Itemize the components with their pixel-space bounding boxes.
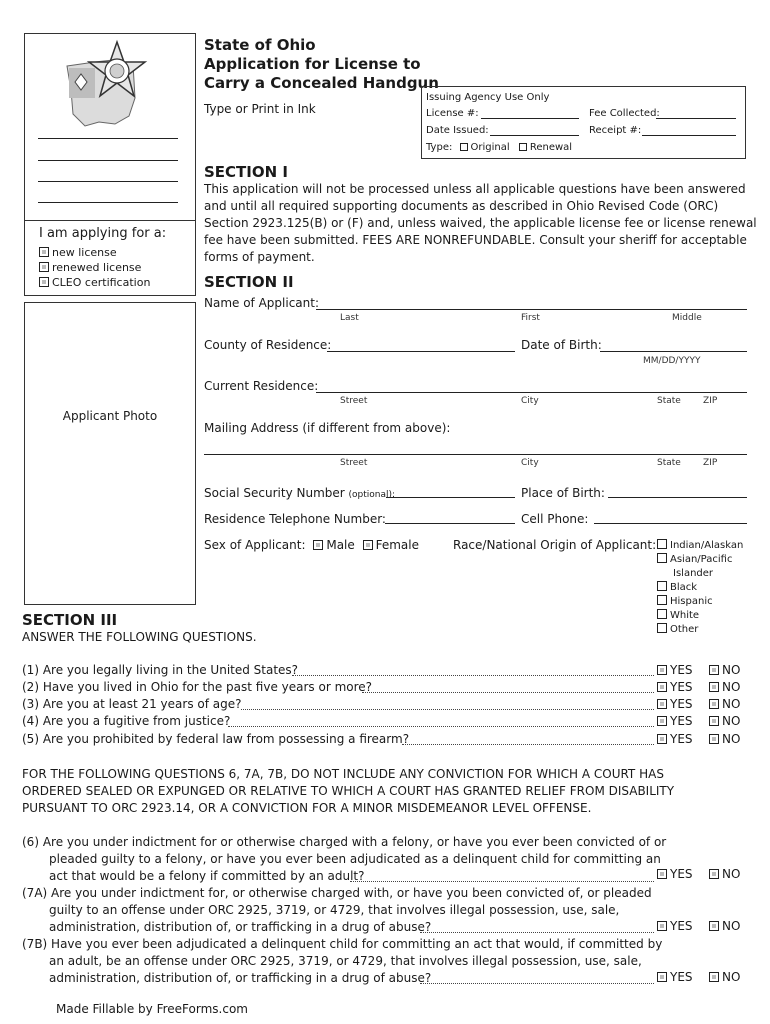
race-option-hispanic[interactable]: Hispanic [657,595,743,609]
name-middle-caption: Middle [672,313,702,323]
q4-yes-checkbox[interactable] [657,716,667,726]
question-7a-leader [420,932,654,933]
applying-divider [24,220,196,221]
phone-field[interactable] [385,523,515,524]
residence-street-caption: Street [340,396,368,406]
residence-state-caption: State [657,396,681,406]
race-option-asian[interactable]: Asian/Pacific [657,553,743,567]
question-2-answers: YES NO [657,680,693,694]
q6-yes-checkbox[interactable] [657,869,667,879]
q3-no-checkbox[interactable] [709,699,719,709]
section-3-heading: SECTION III [22,611,118,629]
type-row: Type: Original Renewal [426,142,573,153]
form-subtitle: Type or Print in Ink [204,102,316,116]
q7a-yes-checkbox[interactable] [657,921,667,931]
section-1-line-4: fee have been submitted. FEES ARE NONREFUNDABLE. Consult your sheriff for acceptable [204,233,747,247]
agency-heading: Issuing Agency Use Only [426,92,550,103]
cleo-certification-checkbox[interactable] [39,277,49,287]
ssn-field[interactable] [386,497,515,498]
q1-yes-checkbox[interactable] [657,665,667,675]
question-7b-leader [420,983,654,984]
question-1: (1) Are you legally living in the United States? [22,663,299,677]
date-issued-label: Date Issued: [426,125,489,136]
county-field[interactable] [327,351,515,352]
white-checkbox[interactable] [657,609,667,619]
question-7a-line-3: administration, distribution of, or trafficking in a drug of abuse? [49,920,432,934]
q7b-yes-checkbox[interactable] [657,972,667,982]
receipt-label: Receipt #: [589,125,642,136]
question-5-leader [402,744,654,745]
name-last-caption: Last [340,313,359,323]
form-title-1: State of Ohio [204,36,316,54]
notice-line-2: ORDERED SEALED OR EXPUNGED OR RELATIVE TO WHICH A COURT HAS GRANTED RELIEF FROM DISABILITY [22,784,675,798]
indian-checkbox[interactable] [657,539,667,549]
name-label: Name of Applicant: [204,296,320,310]
asian-checkbox[interactable] [657,553,667,563]
mailing-state-caption: State [657,458,681,468]
license-number-label: License #: [426,108,479,119]
question-4-leader [228,726,654,727]
section-1-line-5: forms of payment. [204,250,315,264]
q2-yes-checkbox[interactable] [657,682,667,692]
seal-line-2 [38,160,178,161]
male-checkbox[interactable] [313,540,323,550]
question-7a-answers: YES NO [657,919,693,933]
pob-label: Place of Birth: [521,486,605,500]
notice-line-3: PURSUANT TO ORC 2923.14, OR A CONVICTION FOR A MINOR MISDEMEANOR LEVEL OFFENSE. [22,801,592,815]
race-option-indian[interactable]: Indian/Alaskan [657,539,743,553]
date-issued-field[interactable] [490,135,579,136]
question-7b-line-2: an adult, be an offense under ORC 2925, 3719, or 4729, that involves illegal possession, use, sale, [49,954,642,968]
question-4: (4) Are you a fugitive from justice? [22,714,231,728]
seal-line-4 [38,202,178,203]
question-7b-answers: YES NO [657,970,693,984]
residence-field[interactable] [316,392,747,393]
residence-label: Current Residence: [204,379,319,393]
residence-city-caption: City [521,396,539,406]
q2-no-checkbox[interactable] [709,682,719,692]
race-option-islander: Islander [673,568,714,579]
name-field[interactable] [316,309,747,310]
question-5: (5) Are you prohibited by federal law from possessing a firearm? [22,732,410,746]
section-1-heading: SECTION I [204,163,288,181]
section-1-line-2: and until all required supporting documents as described in Ohio Revised Code (ORC) [204,199,719,213]
dob-format-caption: MM/DD/YYYY [643,356,701,366]
seal-line-1 [38,138,178,139]
mailing-street-caption: Street [340,458,368,468]
mailing-city-caption: City [521,458,539,468]
applying-new[interactable]: new license [39,246,117,259]
section-1-line-1: This application will not be processed unless all applicable questions have been answered [204,182,746,196]
question-7a-line-1: (7A) Are you under indictment for, or otherwise charged with, or have you been convicted of, or pleaded [22,886,652,900]
fee-collected-label: Fee Collected: [589,108,660,119]
question-1-answers: YES NO [657,663,693,677]
question-6-leader [350,881,654,882]
q7a-no-checkbox[interactable] [709,921,719,931]
ohio-sheriff-star-logo [55,38,165,138]
receipt-field[interactable] [642,135,736,136]
question-5-answers: YES NO [657,732,693,746]
race-label: Race/National Origin of Applicant: [453,538,657,552]
footer-credit: Made Fillable by FreeForms.com [56,1002,248,1016]
form-title-2: Application for License to [204,55,421,73]
question-2-leader [362,692,654,693]
question-6-line-2: pleaded guilty to a felony, or have you ever been adjudicated as a delinquent child for committing an [49,852,661,866]
renewed-license-checkbox[interactable] [39,262,49,272]
section-3-instruction: ANSWER THE FOLLOWING QUESTIONS. [22,630,257,644]
question-3-answers: YES NO [657,697,693,711]
ssn-label: Social Security Number (optional): [204,486,396,500]
dob-label: Date of Birth: [521,338,602,352]
q5-yes-checkbox[interactable] [657,734,667,744]
residence-zip-caption: ZIP [703,396,718,406]
applying-heading: I am applying for a: [39,226,167,241]
question-6-line-3: act that would be a felony if committed by an adult? [49,869,365,883]
race-option-white[interactable]: White [657,609,743,623]
original-checkbox[interactable] [460,143,468,151]
fee-collected-field[interactable] [656,118,736,119]
question-7a-line-2: guilty to an offense under ORC 2925, 3719, or 4729, that involves illegal possession, use, sale, [49,903,620,917]
question-6-answers: YES NO [657,867,693,881]
license-number-field[interactable] [481,118,579,119]
dob-field[interactable] [600,351,747,352]
question-3: (3) Are you at least 21 years of age? [22,697,242,711]
question-7b-line-1: (7B) Have you ever been adjudicated a delinquent child for committing an act that would, if committed by [22,937,663,951]
section-2-heading: SECTION II [204,273,294,291]
question-4-answers: YES NO [657,714,693,728]
race-options [657,539,743,637]
name-first-caption: First [521,313,540,323]
other-checkbox[interactable] [657,623,667,633]
cell-label: Cell Phone: [521,512,589,526]
q5-no-checkbox[interactable] [709,734,719,744]
q4-no-checkbox[interactable] [709,716,719,726]
phone-label: Residence Telephone Number: [204,512,386,526]
sex-row: Sex of Applicant: Male Female [204,538,419,552]
female-checkbox[interactable] [363,540,373,550]
question-2: (2) Have you lived in Ohio for the past five years or more? [22,680,373,694]
renewal-checkbox[interactable] [519,143,527,151]
new-license-checkbox[interactable] [39,247,49,257]
county-label: County of Residence: [204,338,332,352]
question-7b-line-3: administration, distribution of, or trafficking in a drug of abuse? [49,971,432,985]
notice-line-1: FOR THE FOLLOWING QUESTIONS 6, 7A, 7B, DO NOT INCLUDE ANY CONVICTION FOR WHICH A COURT HAS [22,767,664,781]
applying-cleo[interactable]: CLEO certification [39,276,150,289]
question-3-leader [241,709,654,710]
applying-renewed[interactable]: renewed license [39,261,141,274]
race-option-black[interactable]: Black [657,581,743,595]
q1-no-checkbox[interactable] [709,665,719,675]
mailing-field[interactable] [204,454,747,455]
race-option-other[interactable]: Other [657,623,743,637]
applicant-photo-label: Applicant Photo [62,409,158,423]
mailing-zip-caption: ZIP [703,458,718,468]
pob-field[interactable] [608,497,747,498]
seal-line-3 [38,181,178,182]
q6-no-checkbox[interactable] [709,869,719,879]
question-6-line-1: (6) Are you under indictment for or otherwise charged with a felony, or have you ever been convicted of or [22,835,667,849]
mailing-label: Mailing Address (if different from above): [204,421,451,435]
form-title-3: Carry a Concealed Handgun [204,74,439,92]
hispanic-checkbox[interactable] [657,595,667,605]
question-1-leader [292,675,654,676]
q3-yes-checkbox[interactable] [657,699,667,709]
section-1-line-3: Section 2923.125(B) or (F) and, unless waived, the applicable license fee or license renewal [204,216,757,230]
applicant-photo-box[interactable] [24,302,196,605]
cell-field[interactable] [594,523,747,524]
black-checkbox[interactable] [657,581,667,591]
q7b-no-checkbox[interactable] [709,972,719,982]
